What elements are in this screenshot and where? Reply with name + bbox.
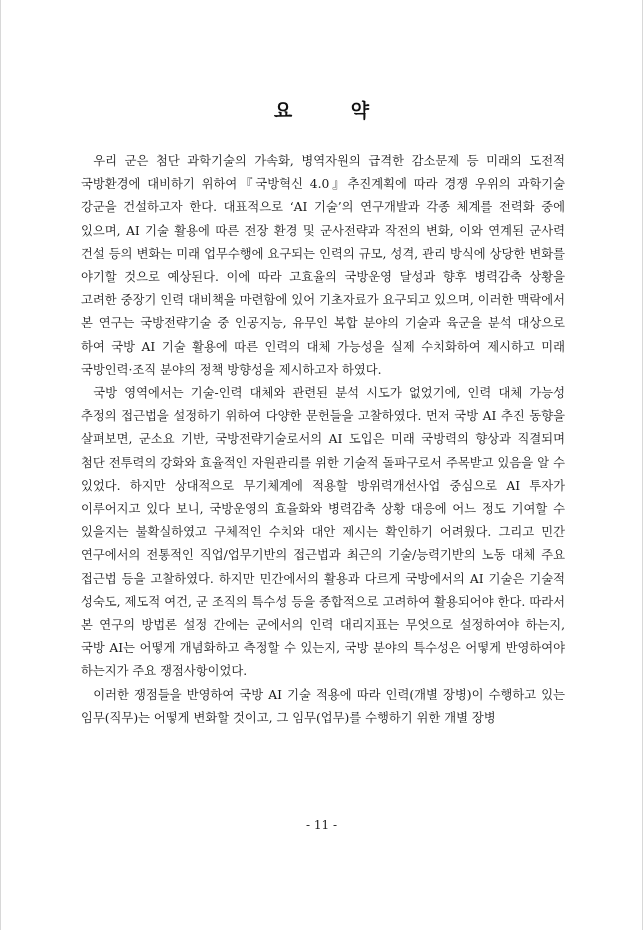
paragraph-2: 국방 영역에서는 기술-인력 대체와 관련된 분석 시도가 없었기에, 인력 대체 가능성 추정의 접근법을 설정하기 위하여 다양한 문헌들을 고찰하였다. 먼저 국방 AI 추진 동향을 살펴보면, 군소요 기반, 국방전략기술로서의 AI 도입은 미래 국방력의 향상과 직결되며 첨단 전투력의 강화와 효율적인 자원관리를 위한 기술적 돌파구로서 주목받고 있음을 알 수 있었다. 하지만 상대적으로 무기체계에 적용할 방위력개선사업 중심으로 AI 투자가 이루어지고 있다 보니, 국방운영의 효율화와 병력감축 상황 대응에 어느 정도 기여할 수 있을지는 불확실하였고 구체적인 수치와 대안 제시는 확인하기 어려웠다. 그리고 민간 연구에서의 전통적인 직업/업무기반의 접근법과 최근의 기술/능력기반의 노동 대체 주요 접근법 등을 고찰하였다. 하지만 민간에서의 활용과 다르게 국방에서의 AI 기술은 기술적 성숙도, 제도적 여건, 군 조직의 특수성 등을 종합적으로 고려하여 활용되어야 한다. 따라서 본 연구의 방법론 설정 간에는 군에서의 인력 대리지표는 무엇으로 설정하여야 하는지, 국방 AI는 어떻게 개념화하고 측정할 수 있는지, 국방 분야의 특수성은 어떻게 반영하여야 하는지가 주요 쟁점사항이었다. [81,386,565,679]
page-number: - 11 - [305,818,337,832]
page-title: 요 약 [273,100,396,122]
paragraph-3: 이러한 쟁점들을 반영하여 국방 AI 기술 적용에 따라 인력(개별 장병)이 수행하고 있는 임무(직무)는 어떻게 변화할 것이고, 그 임무(업무)를 수행하기 위한 개별 장병 [81,687,565,725]
paragraph-1: 우리 군은 첨단 과학기술의 가속화, 병역자원의 급격한 감소문제 등 미래의 도전적 국방환경에 대비하기 위하여『국방혁신 4.0』추진계획에 따라 경쟁 우위의 과학기술 강군을 건설하고자 한다. 대표적으로 ‘AI 기술’의 연구개발과 각종 체계를 전력화 중에 있으며, AI 기술 활용에 따른 전장 환경 및 군사전략과 작전의 변화, 이와 연계된 군사력 건설 등의 변화는 미래 업무수행에 요구되는 인력의 규모, 성격, 관리 방식에 상당한 변화를 야기할 것으로 예상된다. 이에 따라 고효율의 국방운영 달성과 향후 병력감축 상황을 고려한 중장기 인력 대비책을 마련함에 있어 기초자료가 요구되고 있으며, 이러한 맥락에서 본 연구는 국방전략기술 중 인공지능, 유무인 복합 분야의 기술과 육군을 분석 대상으로 하여 국방 AI 기술 활용에 따른 인력의 대체 가능성을 실제 수치화하여 제시하고 미래 국방인력·조직 분야의 정책 방향성을 제시하고자 하였다. [81,154,565,377]
summary-body [81,150,565,730]
